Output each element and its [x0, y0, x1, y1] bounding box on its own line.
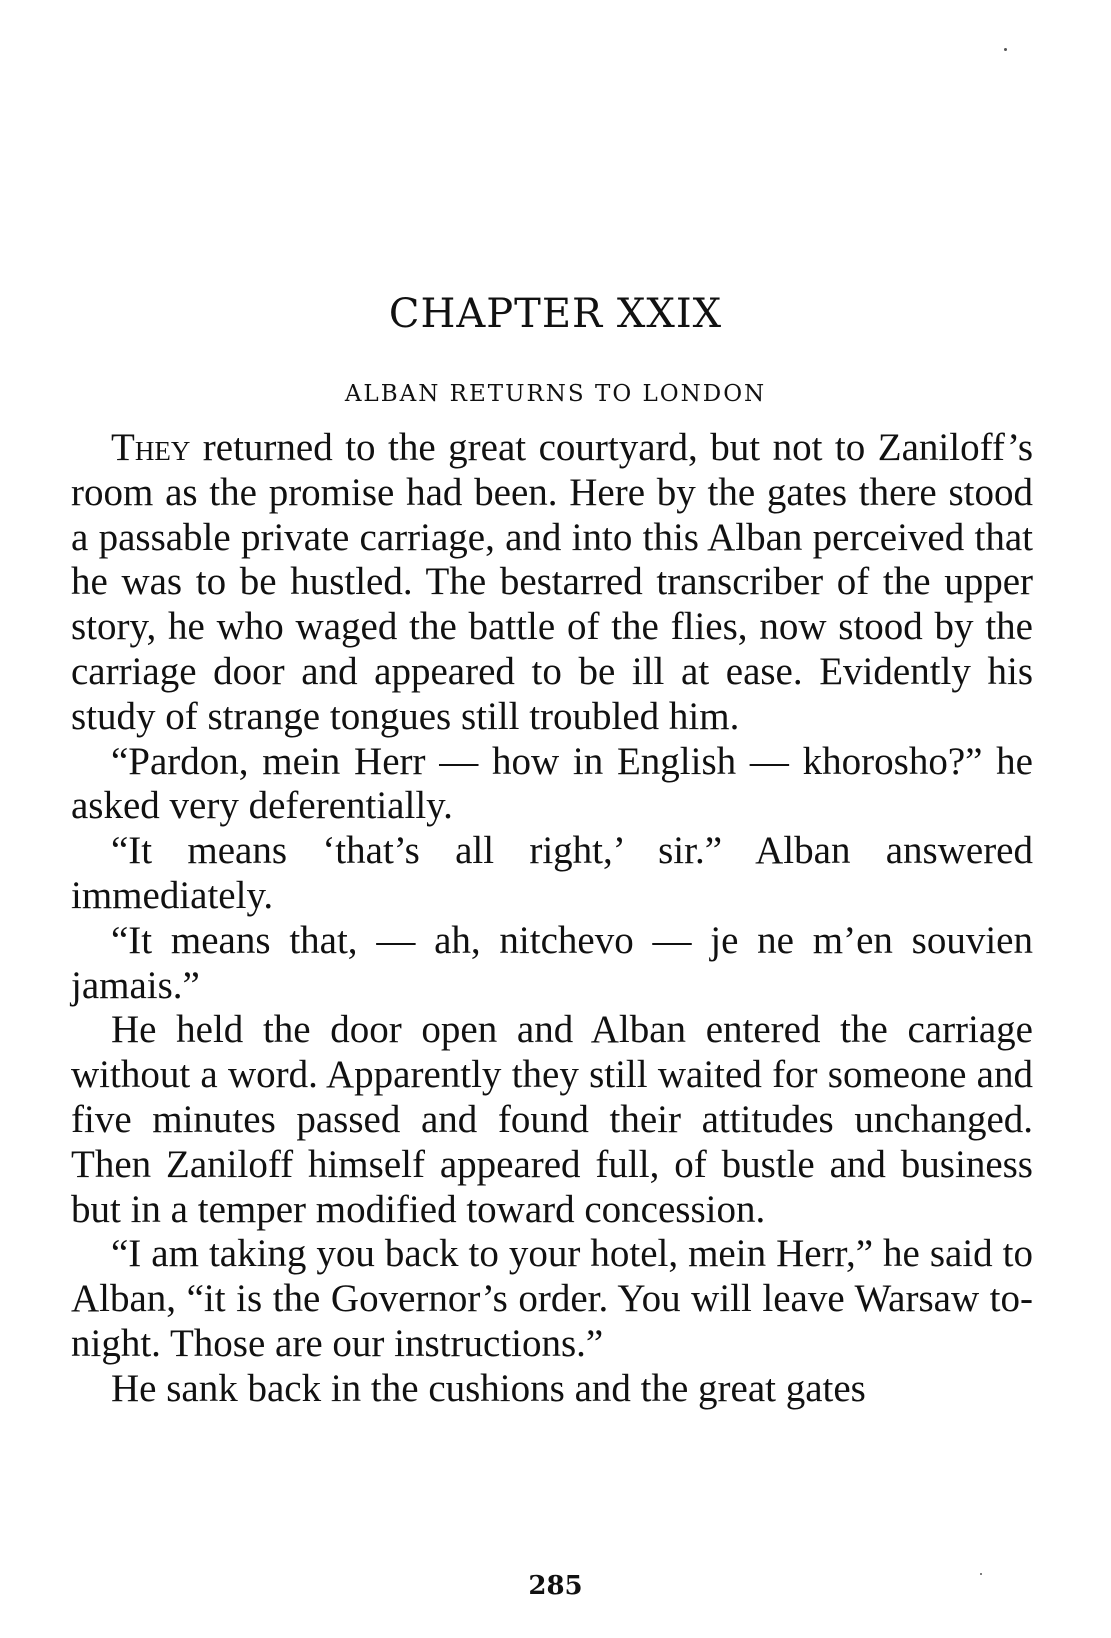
body-text [71, 426, 1033, 1412]
paragraph-text: returned to the great courtyard, but not to Zaniloff’s room as the promise had been. Here by the gates there stood a passable private carriage, and into this Alban perceived that he was to be hustled. The bestarred transcriber of the upper story, he who waged the battle of the flies, now stood by the carriage door and appeared to be ill at ease. Evidently his study of strange tongues still troubled him. [71, 426, 1033, 738]
scan-speck [1004, 48, 1007, 51]
scan-speck [980, 1573, 982, 1575]
paragraph-lead-word: They [111, 426, 191, 469]
paragraph: “It means that, — ah, nitchevo — je ne m’en souvien jamais.” [71, 918, 1033, 1007]
paragraph: He held the door open and Alban entered the carriage without a word. Apparently they still waited for someone and five minutes passed and found their attitudes unchanged. Then Zaniloff himself appeared full, of bustle and business but in a temper modified toward concession. [71, 1008, 1033, 1231]
paragraph: “Pardon, mein Herr — how in English — khorosho?” he asked very deferentially. [71, 739, 1033, 828]
paragraph [71, 426, 1033, 740]
paragraph: He sank back in the cushions and the great gates [111, 1366, 866, 1410]
chapter-subtitle: ALBAN RETURNS TO LONDON [344, 381, 767, 407]
chapter-title: CHAPTER XXIX [388, 291, 723, 337]
paragraph: “I am taking you back to your hotel, mein Herr,” he said to Alban, “it is the Governor’s order. You will leave Warsaw to-night. Those are our instructions.” [71, 1232, 1033, 1365]
page-number: 285 [528, 1571, 583, 1601]
paragraph: “It means ‘that’s all right,’ sir.” Alban answered immediately. [71, 829, 1033, 917]
